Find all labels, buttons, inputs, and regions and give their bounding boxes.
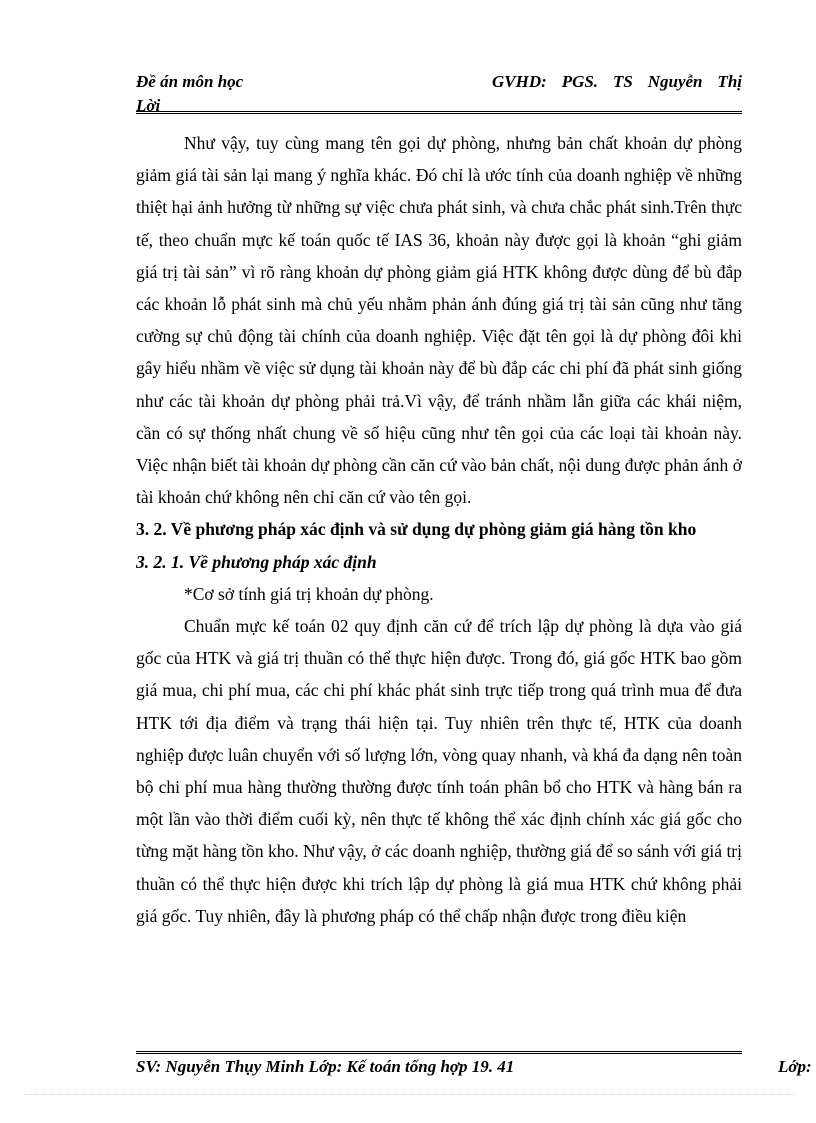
page-break-dotted-line	[24, 1094, 794, 1095]
header-course-label-cont: Lời	[136, 96, 161, 115]
paragraph-1: Như vậy, tuy cùng mang tên gọi dự phòng, nhưng bản chất khoản dự phòng giảm giá tài sản lại mang ý nghĩa khác. Đó chỉ là ước tính của doanh nghiệp về những thiệt hại ảnh hưởng từ những sự việc chưa phát sinh, và chưa chắc phát sinh.Trên thực tế, theo chuẩn mực kế toán quốc tế IAS 36, khoản này được gọi là khoản “ghi giảm giá trị tài sản” vì rõ ràng khoản dự phòng giảm giá HTK không được dùng để bù đắp các khoản lỗ phát sinh mà chủ yếu nhằm phản ánh đúng giá trị tài sản cũng như tăng cường sự chủ động tài chính của doanh nghiệp. Việc đặt tên gọi là dự phòng đôi khi gây hiểu nhầm về việc sử dụng tài khoản này để bù đắp các chi phí đã phát sinh giống như các tài khoản dự phòng phải trả.Vì vậy, để tránh nhầm lẫn giữa các khái niệm, cần có sự thống nhất chung về số hiệu cũng như tên gọi của các loại tài khoản này. Việc nhận biết tài khoản dự phòng cần căn cứ vào bản chất, nội dung được phản ánh ở tài khoản chứ không nên chỉ căn cứ vào tên gọi.	[136, 133, 742, 508]
header-advisor: GVHD: PGS. TS Nguyễn Thị	[492, 72, 742, 91]
bullet-line: *Cơ sở tính giá trị khoản dự phòng.	[184, 583, 434, 604]
footer-student: SV: Nguyễn Thụy Minh Lớp: Kế toán tổng hợp 19. 41	[136, 1057, 515, 1076]
section-heading-3-2: 3. 2. Về phương pháp xác định và sử dụng dự phòng giảm giá hàng tồn kho	[136, 519, 697, 540]
header-course-label: Đề án môn học	[136, 72, 244, 91]
footer-rule	[136, 1051, 742, 1054]
paragraph-2: Chuẩn mực kế toán 02 quy định căn cứ để trích lập dự phòng là dựa vào giá gốc của HTK và giá trị thuần có thể thực hiện được. Trong đó, giá gốc HTK bao gồm giá mua, chi phí mua, các chi phí khác phát sinh trực tiếp trong quá trình mua để đưa HTK tới địa điểm và trạng thái hiện tại. Tuy nhiên trên thực tế, HTK của doanh nghiệp được luân chuyển với số lượng lớn, vòng quay nhanh, và khá đa dạng nên toàn bộ chi phí mua hàng thường thường được tính toán phân bổ cho HTK và hàng bán ra một lần vào thời điểm cuối kỳ, nên thực tế không thể xác định chính xác giá gốc cho từng mặt hàng tồn kho. Như vậy, ở các doanh nghiệp, thường giá để so sánh với giá trị thuần có thể thực hiện được khi trích lập dự phòng là giá mua HTK chứ không phải giá gốc. Tuy nhiên, đây là phương pháp có thể chấp nhận được trong điều kiện	[136, 616, 742, 926]
subsection-heading-3-2-1: 3. 2. 1. Về phương pháp xác định	[136, 551, 377, 572]
footer-class: Lớp:	[778, 1057, 812, 1076]
page-body	[136, 127, 742, 932]
header-rule	[136, 111, 742, 114]
